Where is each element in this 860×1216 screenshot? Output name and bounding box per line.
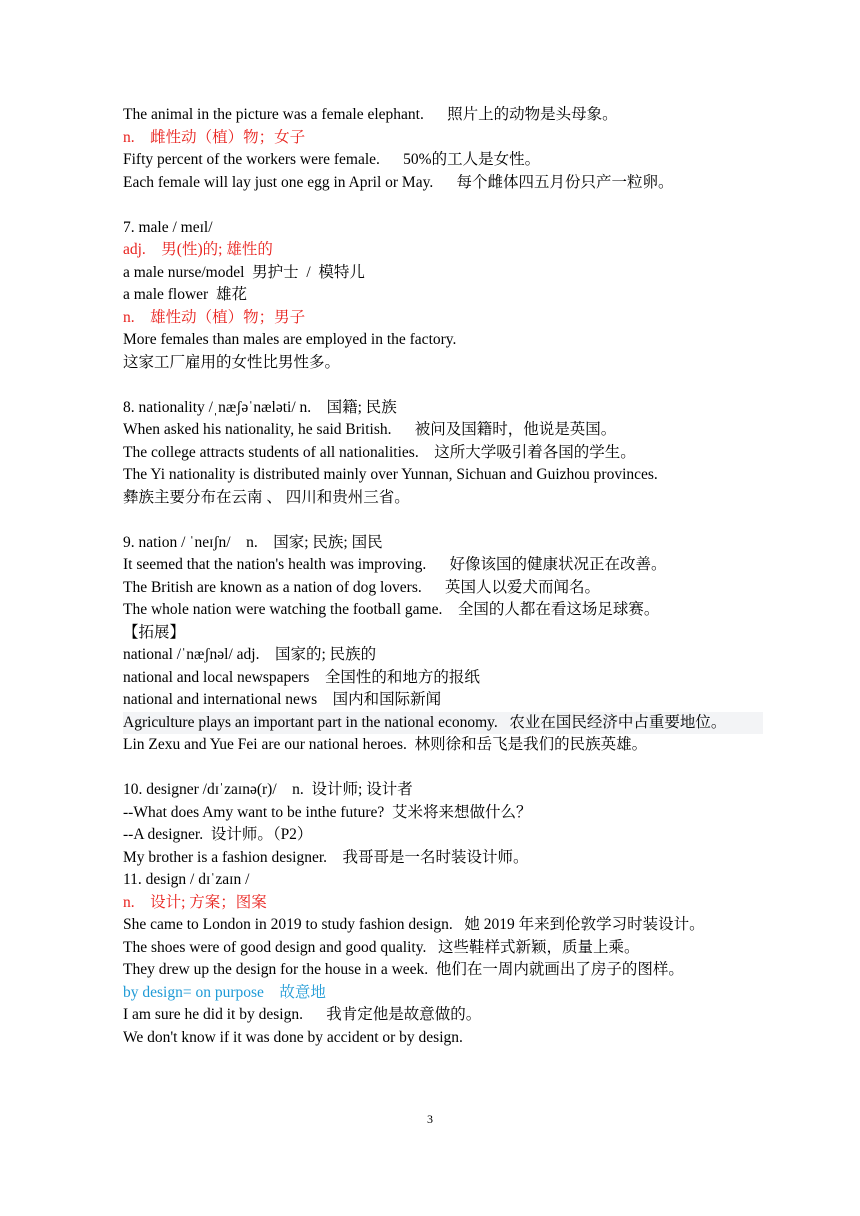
text-line: a male nurse/model 男护士 / 模特儿 (123, 263, 365, 281)
text-line: 彝族主要分布在云南 、 四川和贵州三省。 (123, 488, 410, 506)
text-line: a male flower 雄花 (123, 286, 247, 303)
text-line: She came to London in 2019 to study fashion design. 她 2019 年来到伦敦学习时装设计。 (123, 916, 705, 933)
text-line: 11. design / dɪˈzaɪn / (123, 871, 250, 888)
document-body (123, 104, 763, 1049)
text-line: I am sure he did it by design. 我肯定他是故意做的。 (123, 1006, 482, 1023)
text-line: It seemed that the nation's health was improving. 好像该国的健康状况正在改善。 (123, 556, 667, 573)
text-line: The college attracts students of all nationalities. 这所大学吸引着各国的学生。 (123, 443, 636, 461)
text-line: national /ˈnæʃnəl/ adj. 国家的; 民族的 (123, 646, 377, 663)
text-line: More females than males are employed in the factory. (123, 331, 457, 348)
text-line: n. 设计; 方案；图案 (123, 893, 267, 911)
blank-line (123, 509, 763, 532)
text-line: by design= on purpose 故意地 (123, 983, 326, 1001)
page-number: 3 (427, 1112, 433, 1126)
text-line: When asked his nationality, he said British. 被问及国籍时，他说是英国。 (123, 421, 617, 438)
text-line: Lin Zexu and Yue Fei are our national heroes. 林则徐和岳飞是我们的民族英雄。 (123, 736, 648, 753)
text-line: n. 雌性动（植）物；女子 (123, 128, 306, 146)
text-line: The whole nation were watching the football game. 全国的人都在看这场足球赛。 (123, 601, 660, 618)
text-line: Fifty percent of the workers were female. 50%的工人是女性。 (123, 151, 541, 168)
text-line: The shoes were of good design and good quality. 这些鞋样式新颖，质量上乘。 (123, 938, 640, 956)
text-line: Each female will lay just one egg in April or May. 每个雌体四五月份只产一粒卵。 (123, 173, 674, 191)
text-line: adj. 男(性)的; 雄性的 (123, 241, 273, 258)
text-line: 7. male / meɪl/ (123, 218, 213, 236)
text-line: n. 雄性动（植）物；男子 (123, 308, 306, 326)
text-line: We don't know if it was done by accident or by design. (123, 1028, 463, 1046)
text-line: 【拓展】 (123, 623, 186, 641)
text-line: The animal in the picture was a female elephant. 照片上的动物是头母象。 (123, 106, 618, 123)
text-line: --What does Amy want to be inthe future? 艾米将来想做什么？ (123, 803, 532, 821)
text-line: Agriculture plays an important part in the national economy. 农业在国民经济中占重要地位。 (123, 712, 763, 735)
text-line: 这家工厂雇用的女性比男性多。 (123, 353, 341, 371)
text-line: 10. designer /dɪˈzaɪnə(r)/ n. 设计师; 设计者 (123, 781, 413, 798)
blank-line (123, 374, 763, 397)
text-line: 9. nation / ˈneɪʃn/ n. 国家; 民族; 国民 (123, 533, 383, 551)
blank-line (123, 757, 763, 780)
text-line: They drew up the design for the house in a week. 他们在一周内就画出了房子的图样。 (123, 961, 684, 978)
text-line: The British are known as a nation of dog lovers. 英国人以爱犬而闻名。 (123, 578, 600, 596)
text-line: national and local newspapers 全国性的和地方的报纸 (123, 668, 480, 686)
text-line: 8. nationality /ˌnæʃəˈnæləti/ n. 国籍; 民族 (123, 398, 397, 416)
text-line: The Yi nationality is distributed mainly over Yunnan, Sichuan and Guizhou provinces. (123, 466, 658, 483)
text-line: My brother is a fashion designer. 我哥哥是一名时装设计师。 (123, 848, 529, 866)
blank-line (123, 194, 763, 217)
text-line: --A designer. 设计师。（P2） (123, 826, 313, 843)
text-line: national and international news 国内和国际新闻 (123, 691, 442, 708)
